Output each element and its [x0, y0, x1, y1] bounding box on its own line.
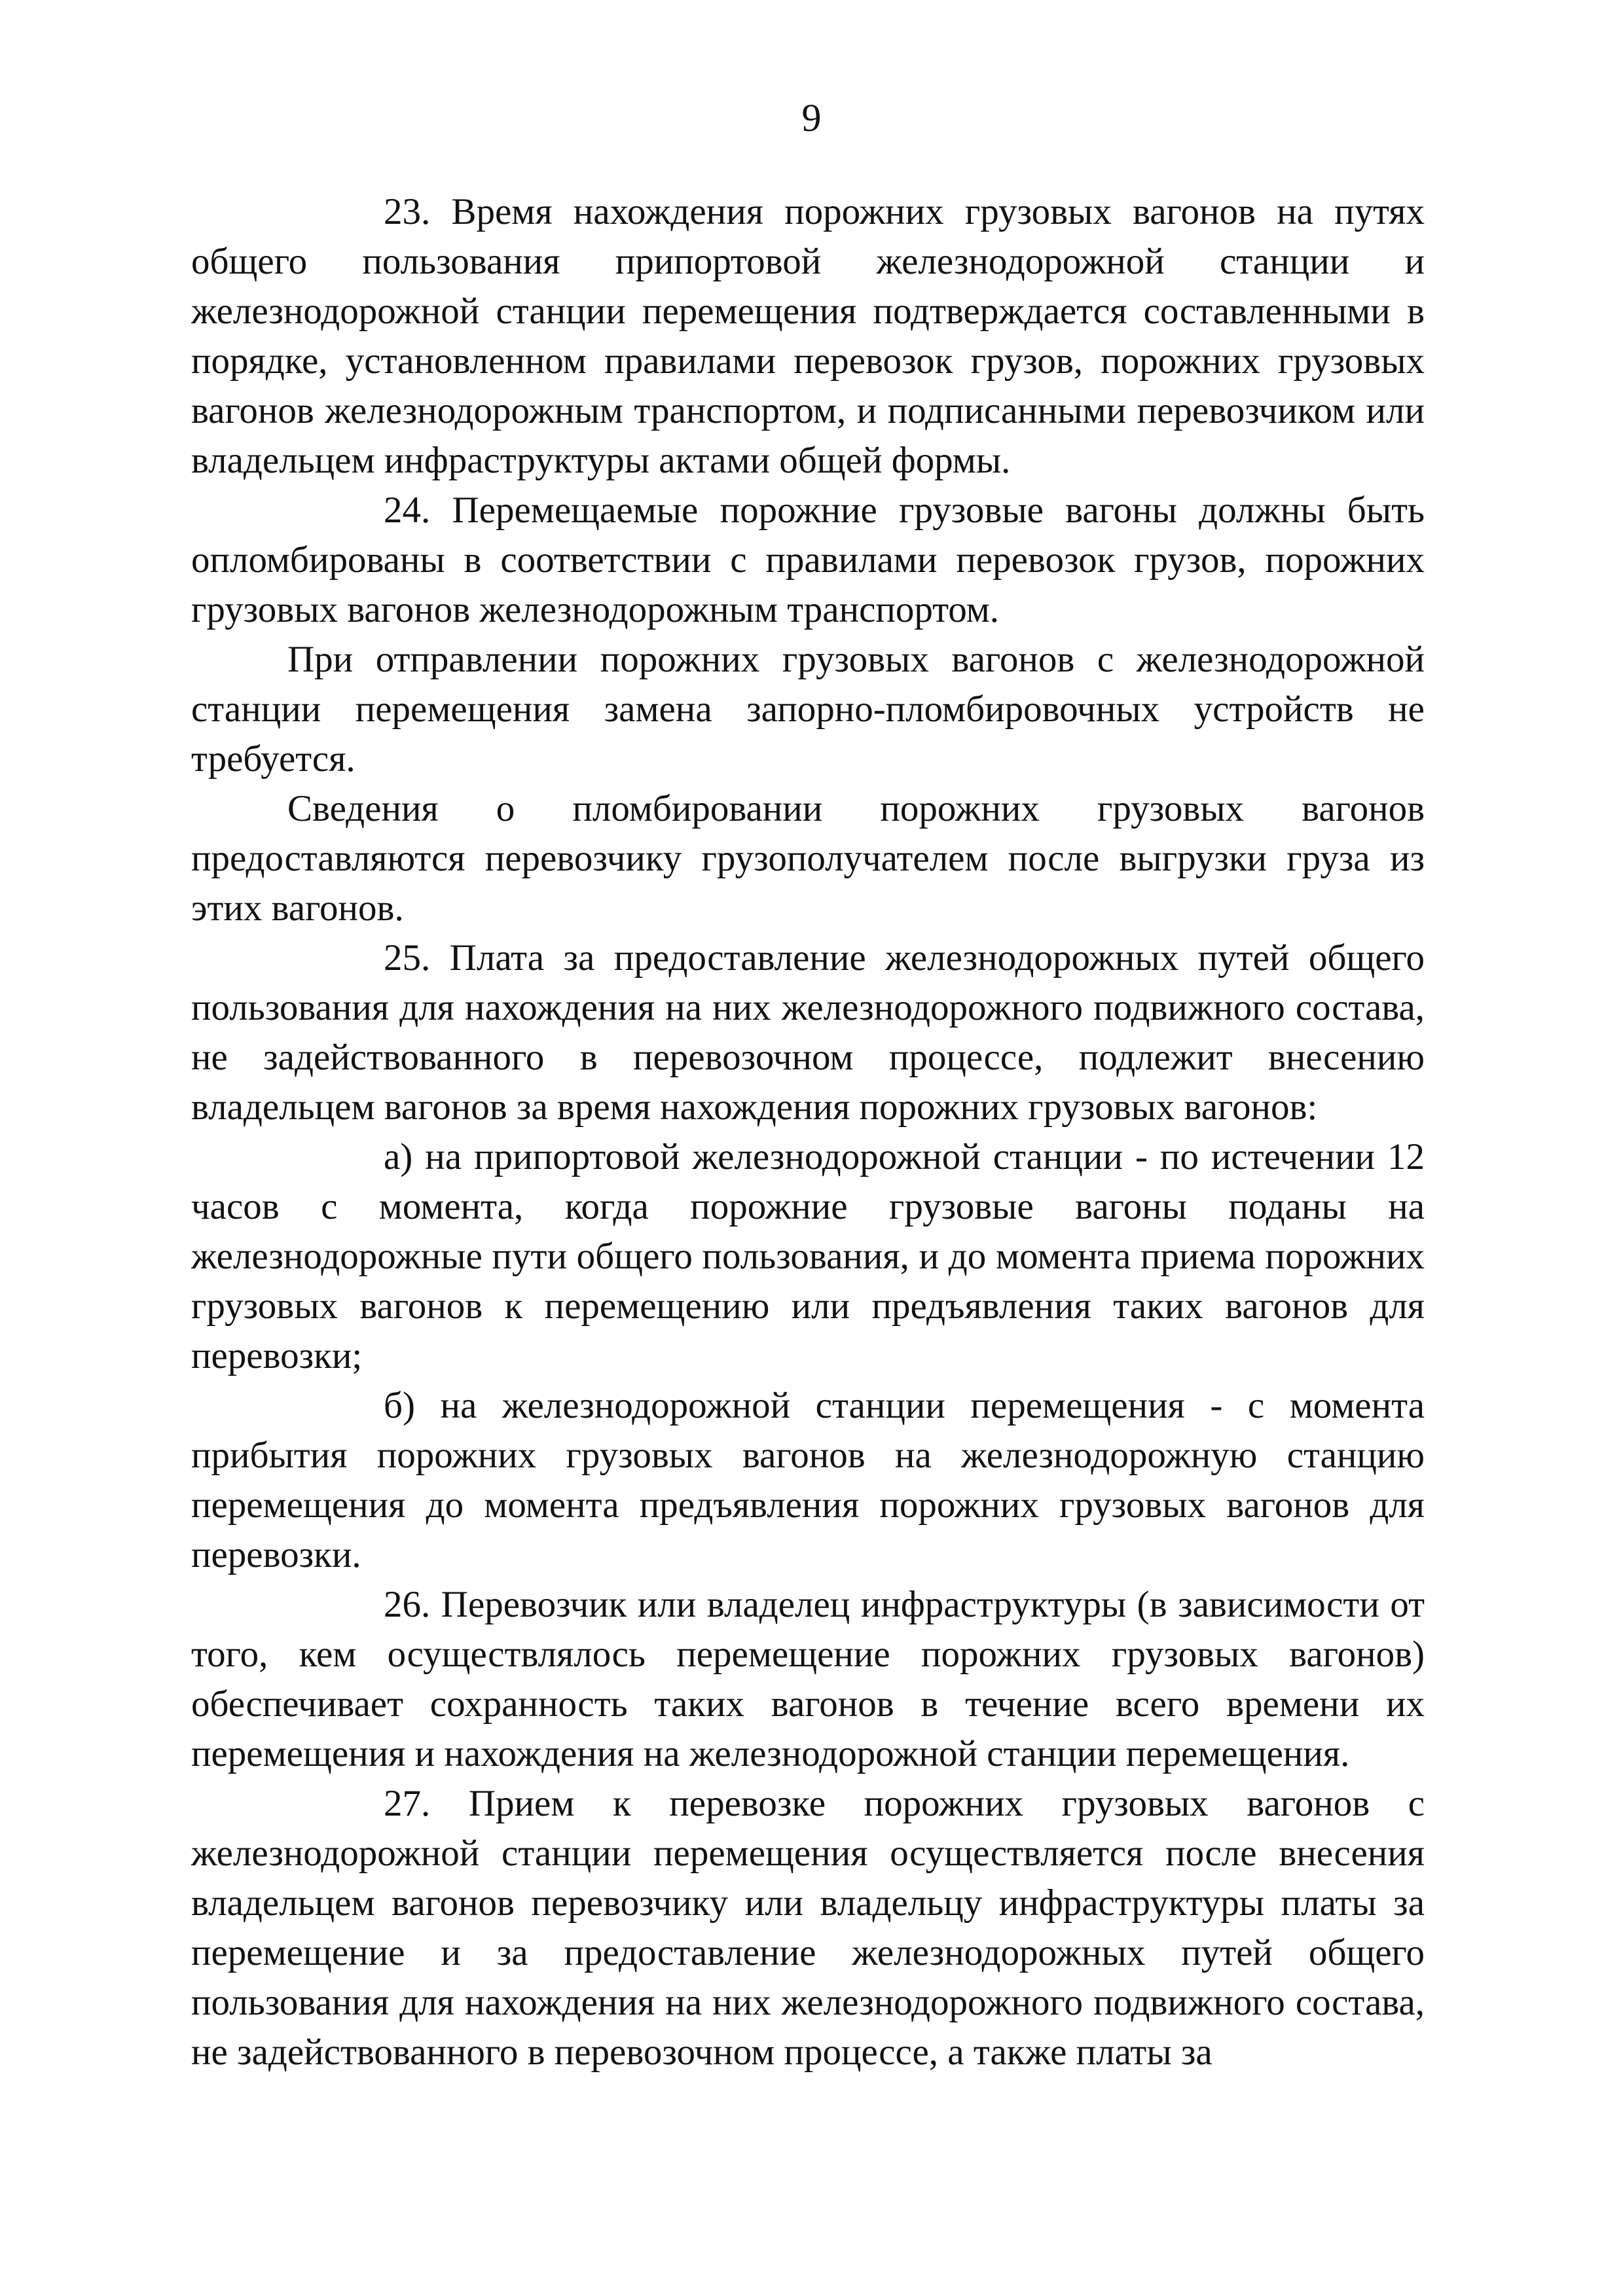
paragraph-text: Плата за предоставление железнодорожных путей общего пользования для нахождения на них железнодорожного подвижного состава, не задействованного в перевозочном процессе, подлежит внесению владельцем вагонов за время нахождения порожних грузовых вагонов: — [191, 937, 1425, 1128]
paragraph-text: Перемещаемые порожние грузовые вагоны должны быть опломбированы в соответствии с правилами перевозок грузов, порожних грузовых вагонов железнодорожным транспортом. — [191, 490, 1425, 630]
subitem-letter: а) — [384, 1136, 413, 1177]
paragraph-23 — [191, 187, 1425, 486]
paragraph-text: на припортовой железнодорожной станции - по истечении 12 часов с момента, когда порожние грузовые вагоны поданы на железнодорожные пути общего пользования, и до момента приема порожних грузовых вагонов к перемещению или предъявления таких вагонов для перевозки; — [191, 1136, 1425, 1376]
paragraph-number: 27. — [384, 1783, 431, 1824]
paragraph-24-sealing-info — [191, 784, 1425, 933]
paragraph-27 — [191, 1779, 1425, 2077]
paragraph-24-dispatch — [191, 635, 1425, 784]
subitem-letter: б) — [384, 1385, 415, 1426]
paragraph-number: 25. — [384, 937, 431, 978]
paragraph-number: 24. — [384, 490, 431, 531]
paragraph-text: Перевозчик или владелец инфраструктуры (в зависимости от того, кем осуществлялось перемещение порожних грузовых вагонов) обеспечивает сохранность таких вагонов в течение всего времени их перемещения и нахождения на железнодорожной станции перемещения. — [191, 1584, 1425, 1774]
paragraph-text: Сведения о пломбировании порожних грузовых вагонов предоставляются перевозчику грузополучателем после выгрузки груза из этих вагонов. — [191, 788, 1425, 929]
paragraph-25 — [191, 933, 1425, 1132]
paragraph-text: на железнодорожной станции перемещения - с момента прибытия порожних грузовых вагонов на железнодорожную станцию перемещения до момента предъявления порожних грузовых вагонов для перевозки. — [191, 1385, 1425, 1575]
paragraph-number: 26. — [384, 1584, 431, 1625]
paragraph-25-b — [191, 1381, 1425, 1580]
paragraph-text: При отправлении порожних грузовых вагонов с железнодорожной станции перемещения замена запорно-пломбировочных устройств не требуется. — [191, 639, 1425, 780]
paragraph-number: 23. — [384, 191, 431, 232]
paragraph-text: Прием к перевозке порожних грузовых вагонов с железнодорожной станции перемещения осуществляется после внесения владельцем вагонов перевозчику или владельцу инфраструктуры платы за перемещение и за предоставление железнодорожных путей общего пользования для нахождения на них железнодорожного подвижного состава, не задействованного в перевозочном процессе, а также платы за — [191, 1783, 1425, 2073]
paragraph-26 — [191, 1580, 1425, 1779]
paragraph-text: Время нахождения порожних грузовых вагонов на путях общего пользования припортовой железнодорожной станции и железнодорожной станции перемещения подтверждается составленными в порядке, установленном правилами перевозок грузов, порожних грузовых вагонов железнодорожным транспортом, и подписанными перевозчиком или владельцем инфраструктуры актами общей формы. — [191, 191, 1425, 481]
paragraph-24 — [191, 486, 1425, 635]
document-body — [191, 187, 1425, 2077]
page-number: 9 — [801, 96, 822, 139]
paragraph-25-a — [191, 1132, 1425, 1381]
